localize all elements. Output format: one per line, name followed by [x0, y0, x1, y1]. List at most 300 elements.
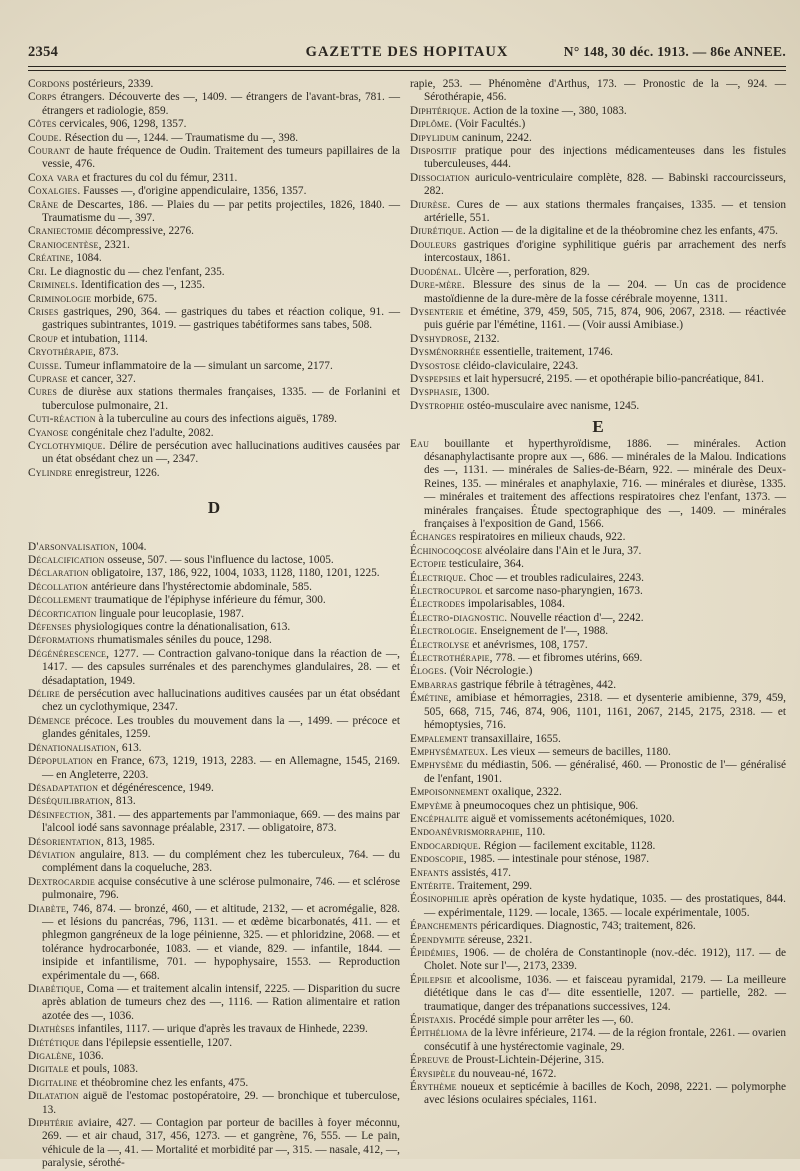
entry-text: postérieurs, 2339.	[69, 78, 154, 90]
entry-headword: Électrothérapie,	[410, 652, 493, 665]
entry-headword: Digitaline	[28, 1076, 78, 1089]
entry-text: testiculaire, 364.	[446, 558, 524, 571]
entry-headword: Dyshydrose,	[410, 332, 472, 345]
entry-headword: Digitale	[28, 1063, 69, 1076]
index-entry	[28, 1063, 400, 1076]
entry-headword: Empoisonnement	[410, 786, 490, 799]
index-entry	[28, 809, 400, 836]
entry-headword: Diathèses	[28, 1023, 75, 1036]
index-entry	[28, 742, 400, 755]
index-entry	[28, 467, 400, 480]
entry-headword: Dilatation	[28, 1090, 79, 1103]
index-entry	[410, 400, 786, 413]
entry-headword: Cuprase	[28, 372, 68, 385]
entry-text: bouillante et hyperthyroïdisme, 1886. — minérales. Action désanaphylactisante propre aux —, 686. — minérales de la Malou. Indications des —, 1131. — minérales de Salies-de-Béarn, 922. — minérale des Deux-Reines, 135. — minérales et anaphylaxie, 716. — minérales et diurèse, 1335. — minérales et traitement des affections respiratoires chez l'enfant, 1373. — minérales françaises. Étude spectographique des —, 1409. — minérales françaises à l'exposition de Gand, 1566.	[424, 437, 786, 530]
entry-text: auriculo-ventriculaire complète, 828. — Babinski raccourcisseurs, 282.	[424, 171, 786, 198]
entry-headword: Croup	[28, 332, 58, 345]
entry-text: 778. — et fibromes utérins, 669.	[492, 652, 643, 665]
index-entry	[410, 625, 786, 638]
journal-title: GAZETTE DES HOPITAUX	[305, 44, 509, 60]
index-entry	[28, 91, 400, 118]
entry-text: respiratoires en milieux chauds, 922.	[456, 531, 626, 544]
entry-headword: Cyanose	[28, 426, 69, 439]
entry-text: de Descartes, 186. — Plaies du — par petits projectiles, 1826, 1840. — Traumatisme du —, 397.	[42, 198, 400, 225]
entry-headword: Douleurs	[410, 238, 457, 251]
index-entry	[28, 386, 400, 413]
index-entry	[410, 867, 786, 880]
entry-headword: Endoanévrismorraphie,	[410, 826, 524, 839]
index-entry	[28, 440, 400, 467]
entry-text: obligatoire, 137, 186, 922, 1004, 1033, 1128, 1180, 1201, 1225.	[88, 567, 380, 580]
index-entry	[28, 199, 400, 226]
index-entry	[28, 1050, 400, 1063]
entry-text: et théobromine chez les enfants, 475.	[77, 1076, 249, 1089]
entry-text: et dégénérescence, 1949.	[98, 781, 214, 794]
entry-text: de persécution avec hallucinations auditives causées par un état obsédant chez un cyclothymique, 2347.	[42, 688, 400, 714]
index-entry	[28, 1023, 400, 1036]
entry-headword: Craniocentèse,	[28, 238, 102, 251]
entry-text: et émétine, 379, 459, 505, 715, 874, 906, 2067, 2318. — réactivée puis guérie par l'émétine, 1161. — (Voir aussi Amibiase.)	[424, 305, 786, 332]
index-entry	[28, 293, 400, 306]
entry-text: aviaire, 427. — Contagion par porteur de bacilles à foyer méconnu, 269. — et air chaud, 317, 456, 1273. — et gangrène, 76, 555. — Le pain, véhicule de la —, 41. — Mortalité et morbidité par —, 315. — nasale, 412, —, paralysie, sérothé-	[42, 1117, 400, 1170]
page-number: 2354	[28, 44, 59, 60]
entry-text: essentielle, traitement, 1746.	[480, 346, 613, 359]
entry-headword: Épistaxis.	[410, 1014, 457, 1027]
entry-headword: Érysipèle	[410, 1067, 456, 1080]
index-entry	[410, 786, 786, 799]
entry-text: 1906. — de choléra de Constantinople (nov.-déc. 1912), 117. — de Cholet. Note sur l'—, 2173, 2339.	[424, 947, 786, 973]
entry-headword: Cryothérapie,	[28, 346, 97, 359]
entry-text: traumatique de l'épiphyse inférieure du fémur, 300.	[91, 594, 326, 607]
index-entry	[410, 572, 786, 585]
entry-headword: Cylindre	[28, 466, 73, 479]
index-entry	[410, 1081, 786, 1108]
index-entry	[410, 132, 786, 145]
entry-text: Action — de la digitaline et de la théobromine chez les enfants, 475.	[465, 225, 778, 238]
entry-text: angulaire, 813. — du complément chez les tuberculeux, 764. — du complément dans la coqueluche, 283.	[42, 848, 400, 875]
entry-headword: Entérite.	[410, 879, 455, 892]
index-entry	[410, 800, 786, 813]
index-entry	[28, 360, 400, 373]
index-entry	[410, 1068, 786, 1081]
index-entry	[410, 545, 786, 558]
entry-headword: Éosinophilie	[410, 893, 470, 906]
running-header	[28, 38, 786, 62]
entry-headword: Délire	[28, 688, 61, 701]
index-entry	[410, 893, 786, 920]
index-entry	[28, 634, 400, 647]
entry-headword: Diététique	[28, 1036, 80, 1049]
entry-headword: Électrodes	[410, 598, 466, 611]
header-rule-thick	[28, 66, 786, 67]
entry-headword: Décollation	[28, 580, 89, 593]
entry-text: oxalique, 2322.	[489, 786, 562, 799]
index-entry	[410, 373, 786, 386]
index-entry	[28, 715, 400, 742]
entry-headword: Décalcification	[28, 554, 105, 566]
entry-text: à la tuberculine au cours des infections aiguës, 1789.	[95, 413, 337, 426]
entry-text: congénitale chez l'adulte, 2082.	[68, 426, 214, 439]
index-entry	[410, 652, 786, 665]
entry-text: morbide, 675.	[91, 292, 158, 305]
entry-text: Région — facilement excitable, 1128.	[481, 839, 656, 852]
entry-headword: Érythème	[410, 1081, 457, 1094]
entry-text: de haute fréquence de Oudin. Traitement des tumeurs papillaires de la vessie, 476.	[42, 145, 400, 171]
index-entry	[410, 172, 786, 199]
entry-text: infantiles, 1117. — urique d'après les travaux de Hinhede, 2239.	[74, 1023, 368, 1036]
entry-headword: Cuisse.	[28, 359, 62, 372]
entry-text: Procédé simple pour arrêter les —, 60.	[456, 1014, 634, 1027]
entry-headword: Eau	[410, 437, 430, 450]
entry-text: rhumatismales séniles du pouce, 1298.	[94, 634, 272, 647]
entry-headword: Cordons	[28, 78, 70, 90]
entry-headword: Endocardique.	[410, 839, 481, 852]
index-entry	[28, 903, 400, 983]
entry-text: Action de la toxine —, 380, 1083.	[470, 104, 627, 117]
entry-headword: Épanchements	[410, 920, 478, 933]
entry-text: Coma — et traitement alcalin intensif, 2225. — Disparition du sucre après ablation de tumeurs chez des —, 1116. — Ration alimentaire et ration azotée des —, 1036.	[42, 983, 400, 1022]
entry-text: à pneumocoques chez un phtisique, 906.	[452, 799, 639, 812]
entry-headword: Décollement	[28, 594, 92, 607]
entry-text: et cancer, 327.	[67, 372, 136, 385]
entries-d	[28, 541, 400, 1171]
index-entry	[410, 118, 786, 131]
index-entry	[410, 679, 786, 692]
entry-headword: Enfants	[410, 866, 449, 879]
index-entry	[28, 145, 400, 172]
entry-headword: Cyclothymique.	[28, 439, 106, 452]
index-entry	[410, 105, 786, 118]
entry-text: du médiastin, 506. — généralisé, 460. — Pronostic de l'— généralisé de l'enfant, 1901.	[424, 759, 786, 785]
entry-headword: Diabétique,	[28, 983, 84, 995]
entry-text: rapie, 253. — Phénomène d'Arthus, 173. — Pronostic de la —, 924. — Sérothérapie, 456.	[410, 78, 786, 104]
entry-text: de la lèvre inférieure, 2174. — de la région frontale, 2261. — ovarien consécutif à une hystérectomie vaginale, 29.	[424, 1027, 786, 1053]
index-entry	[28, 755, 400, 782]
entry-text: gastriques, 290, 364. — gastriques du tabes et réaction colique, 91. — gastriques subintrantes, 1019. — gastriques tabétiformes sans tabes, 508.	[42, 305, 400, 332]
entry-text: Fausses —, d'origine appendiculaire, 1356, 1357.	[80, 185, 307, 198]
entry-headword: Échanges	[410, 531, 457, 544]
index-entry	[410, 920, 786, 933]
entry-text: 1084.	[73, 252, 102, 265]
entry-text: osseuse, 507. — sous l'influence du lactose, 1005.	[104, 554, 334, 566]
entry-headword: Embarras	[410, 678, 458, 691]
entry-headword: Dipylidum	[410, 131, 460, 144]
index-entry	[28, 118, 400, 131]
entries-e	[410, 438, 786, 1108]
entry-text: 1004.	[118, 540, 147, 553]
entry-headword: Dysphasie,	[410, 386, 462, 399]
entry-headword: Épreuve	[410, 1054, 450, 1067]
entry-text: 813.	[113, 795, 136, 808]
entry-text: caninum, 2242.	[459, 131, 532, 144]
index-entry	[28, 1077, 400, 1090]
entry-text: aiguë et vomissements acétonémiques, 1020.	[468, 812, 675, 825]
section-letter-d: D	[207, 498, 221, 518]
entry-text: 2132.	[471, 332, 500, 345]
entry-headword: Déviation	[28, 848, 76, 861]
index-entry	[28, 1037, 400, 1050]
entry-headword: Dystrophie	[410, 399, 465, 412]
entry-headword: Épendymite	[410, 933, 466, 946]
entry-text: 613.	[119, 741, 142, 754]
entry-headword: Déséquilibration,	[28, 795, 114, 808]
index-entry	[28, 132, 400, 145]
entry-headword: Électrocuprol	[410, 585, 483, 598]
entry-text: du nouveau-né, 1672.	[455, 1067, 557, 1080]
entry-text: et intubation, 1114.	[57, 332, 148, 345]
entry-headword: Créatine,	[28, 252, 74, 265]
entry-text: assistés, 417.	[448, 866, 511, 879]
entry-headword: Désadaptation	[28, 781, 99, 794]
issue-info: N° 148, 30 déc. 1913. — 86e ANNEE.	[563, 44, 786, 59]
entry-headword: Emphysémateux.	[410, 745, 489, 758]
entry-headword: Diabète,	[28, 902, 70, 915]
entry-text: après opération de kyste hydatique, 1035. — des prostatiques, 844. — expérimentale, 1129. — locale, 1365. — locale expérimentale, 1005.	[424, 893, 786, 919]
index-entry	[410, 1014, 786, 1027]
index-entry	[28, 541, 400, 554]
entry-text: Tumeur inflammatoire de la — simulant un sarcome, 2177.	[62, 359, 333, 372]
index-entry	[410, 78, 786, 105]
index-entry	[28, 1090, 400, 1117]
index-entry	[28, 333, 400, 346]
entry-text: linguale pour leucoplasie, 1987.	[96, 607, 244, 620]
index-entry	[410, 665, 786, 678]
entry-headword: Dyspepsies	[410, 372, 461, 385]
entry-text: 2321.	[101, 238, 130, 251]
entry-headword: Épilepsie	[410, 973, 453, 986]
entry-headword: Démence	[28, 714, 71, 727]
entry-text: acquise consécutive à une sclérose pulmonaire, 746. — et sclérose pulmonaire, 796.	[42, 875, 400, 902]
index-entry	[28, 172, 400, 185]
index-entry	[410, 598, 786, 611]
index-entry	[410, 733, 786, 746]
index-entry	[410, 199, 786, 226]
entry-headword: Ectopie	[410, 558, 447, 571]
index-entry	[410, 279, 786, 306]
index-entry	[410, 826, 786, 839]
entry-text: Cures de — aux stations thermales françaises, 1335. — et tension artérielle, 551.	[424, 198, 786, 225]
entry-headword: Défenses	[28, 621, 72, 634]
entry-text: aiguë de l'estomac postopératoire, 29. — bronchique et tuberculose, 13.	[42, 1090, 400, 1116]
entry-headword: Craniectomie	[28, 225, 93, 238]
entry-headword: Cuti-réaction	[28, 413, 96, 426]
entry-headword: Dysenterie	[410, 305, 464, 318]
entry-text: (Voir Nécrologie.)	[446, 665, 533, 678]
entry-headword: Électro-diagnostic.	[410, 611, 508, 624]
index-entry	[28, 279, 400, 292]
index-entry	[28, 346, 400, 359]
entry-headword: Empyème	[410, 799, 453, 812]
entry-text: et sarcome naso-pharyngien, 1673.	[482, 585, 643, 598]
entry-text: et anévrismes, 108, 1757.	[469, 638, 588, 651]
entry-headword: Désinfection,	[28, 808, 94, 821]
entry-headword: Diplôme.	[410, 118, 453, 131]
index-entry	[410, 880, 786, 893]
entry-headword: Dysménorrhée	[410, 346, 481, 359]
entry-text: 1300.	[461, 386, 490, 399]
entry-text: impolarisables, 1084.	[465, 598, 565, 611]
index-entry	[410, 239, 786, 266]
entry-headword: Crises	[28, 305, 59, 318]
index-entry	[410, 934, 786, 947]
entry-text: de Proust-Lichtein-Déjerine, 315.	[449, 1054, 605, 1067]
entry-text: 1277. — Contraction galvano-tonique dans la réaction de —, 1417. — des capsules surrénales et des parenchymes glandulaires, 28. — et désadaptation, 1949.	[42, 647, 400, 687]
entry-text: et alcoolisme, 1036. — et faisceau pyramidal, 2179. — La meilleure diététique dans le cas d'— dite essentielle, 1207. — partielle, 282. — traumatique, danger des trépanations successives, 124.	[424, 973, 786, 1013]
entry-headword: Cri.	[28, 265, 48, 278]
entry-headword: Émétine,	[410, 692, 452, 705]
index-entry	[410, 947, 786, 974]
entry-headword: Dépopulation	[28, 755, 93, 768]
index-entry	[410, 692, 786, 732]
entry-text: 873.	[96, 346, 119, 359]
index-entry	[28, 849, 400, 876]
entry-text: dans l'épilepsie essentielle, 1207.	[79, 1036, 233, 1049]
entry-text: et lait hypersucré, 2195. — et opothérapie bilio-pancréatique, 841.	[460, 372, 764, 385]
entry-text: précoce. Les troubles du mouvement dans la —, 1499. — précoce et glandes génitales, 1259.	[42, 714, 400, 741]
entry-text: cléido-claviculaire, 2243.	[460, 359, 579, 372]
index-entry	[28, 621, 400, 634]
entry-text: Délire de persécution avec hallucinations auditives causées par un état obsédant chez un —, 2347.	[42, 439, 400, 466]
entry-text: Les vieux — semeurs de bacilles, 1180.	[488, 745, 671, 758]
entry-text: et pouls, 1083.	[68, 1063, 139, 1076]
entry-headword: D'arsonvalisation,	[28, 540, 119, 553]
section-letter-e: E	[592, 417, 604, 437]
entry-text: alvéolaire dans l'Ain et le Jura, 37.	[482, 544, 642, 557]
index-entry	[410, 1027, 786, 1054]
entry-text: 1036.	[75, 1050, 104, 1063]
entry-text: Ulcère —, perforation, 829.	[461, 265, 590, 278]
entry-text: enregistreur, 1226.	[72, 466, 160, 479]
right-column	[410, 78, 786, 1108]
index-entry	[28, 427, 400, 440]
entry-headword: Échinocoqcose	[410, 544, 483, 557]
entry-text: gastriques d'origine syphilitique guéris par arrachement des nerfs intercostaux, 1861.	[424, 238, 786, 265]
index-entry	[28, 594, 400, 607]
index-entry	[28, 608, 400, 621]
index-entry	[28, 306, 400, 333]
index-entry	[28, 567, 400, 580]
entry-text: ostéo-musculaire avec nanisme, 1245.	[464, 399, 640, 412]
entry-text: Nouvelle réaction d'—, 2242.	[507, 611, 644, 624]
entry-headword: Diphtérie	[28, 1117, 74, 1130]
entry-headword: Épidémies,	[410, 947, 459, 959]
entry-text: Identification des —, 1235.	[78, 279, 205, 292]
entry-text: 746, 874. — bronzé, 460, — et altitude, 2132, — et acromégalie, 828. — et lésions du pancréas, 796, 1131. — et œdème bicarbonatés, 411. — et phlegmon gangréneux de la loge péinienne, 325. — et phloridzine, 2068. — et tolérance hydrocarbonée, 1083. — et viande, 829. — infantile, 1844. — insipide et infantilisme, 701. — hypophysaire, 1553. — Reproduction expérimentale du —, 668.	[42, 902, 400, 982]
index-entry	[410, 558, 786, 571]
entry-headword: Courant	[28, 145, 71, 158]
entry-headword: Dextrocardie	[28, 875, 95, 888]
entry-headword: Électrolyse	[410, 638, 470, 651]
entry-text: physiologiques contre la dénationalisation, 613.	[71, 621, 291, 634]
entries-d-continued	[410, 78, 786, 413]
entry-headword: Décortication	[28, 607, 97, 620]
index-entry	[28, 373, 400, 386]
index-entry	[28, 1117, 400, 1171]
index-entry	[410, 1054, 786, 1067]
index-entry	[410, 531, 786, 544]
index-entry	[28, 185, 400, 198]
entry-text: gastrique fébrile à tétragènes, 442.	[457, 678, 617, 691]
index-entry	[410, 746, 786, 759]
entry-headword: Coude.	[28, 131, 62, 144]
index-entry	[28, 225, 400, 238]
entry-headword: Digalène,	[28, 1050, 76, 1063]
entries-c	[28, 78, 400, 480]
index-entry	[28, 554, 400, 567]
index-entry	[410, 360, 786, 373]
entry-headword: Épithélioma	[410, 1027, 468, 1040]
entry-headword: Dispositif	[410, 145, 457, 158]
entry-headword: Corps	[28, 91, 57, 104]
entry-text: amibiase et hémorragies, 2318. — et dysenterie amibienne, 379, 459, 505, 668, 715, 746, 874, 906, 1101, 1161, 2067, 2145, 2175, 2318. — et hémoptysies, 716.	[424, 692, 786, 732]
entry-text: antérieure dans l'hystérectomie abdominale, 585.	[88, 580, 312, 593]
index-entry	[28, 876, 400, 903]
entry-headword: Dure-mère.	[410, 279, 465, 292]
entry-text: étrangers. Découverte des —, 1409. — étrangers de l'avant-bras, 781. — étrangers et radiologie, 859.	[42, 91, 400, 117]
index-entry	[28, 78, 400, 91]
index-entry	[410, 759, 786, 786]
index-entry	[28, 239, 400, 252]
entry-text: 381. — des appartements par l'ammoniaque, 669. — des mains par l'alcool iodé sans savonnage préalable, 2317. — obligatoire, 873.	[42, 808, 400, 835]
entry-headword: Cures	[28, 386, 57, 399]
entry-text: de diurèse aux stations thermales françaises, 1335. — de Forlanini et tuberculose pulmonaire, 21.	[42, 386, 400, 412]
entry-headword: Dégénérescence,	[28, 647, 110, 660]
index-entry	[28, 795, 400, 808]
entry-headword: Désorientation,	[28, 835, 105, 848]
entry-headword: Électrique.	[410, 571, 467, 584]
entry-text: pratique pour des injections médicamenteuses dans les fistules tuberculeuses, 444.	[424, 145, 786, 171]
entry-headword: Électrologie.	[410, 625, 478, 638]
entry-text: Résection du —, 1244. — Traumatisme du —, 398.	[61, 131, 299, 144]
entry-text: Blessure des sinus de la — 204. — Un cas de procidence mastoïdienne de la dure-mère de la fosse cérébrale moyenne, 1311.	[424, 279, 786, 305]
entry-headword: Coxalgies.	[28, 185, 81, 198]
entry-text: Choc — et troubles radiculaires, 2243.	[466, 571, 644, 584]
entry-text: péricardiques. Diagnostic, 743; traitement, 826.	[477, 920, 696, 933]
header-rule-thin	[28, 70, 786, 71]
entry-headword: Dissociation	[410, 171, 470, 184]
index-entry	[28, 252, 400, 265]
index-entry	[28, 648, 400, 688]
index-entry	[410, 333, 786, 346]
entry-headword: Diurèse.	[410, 198, 451, 211]
index-entry	[410, 306, 786, 333]
entry-headword: Dénationalisation,	[28, 741, 120, 754]
entry-headword: Diphtérique.	[410, 104, 471, 117]
index-entry	[410, 853, 786, 866]
entry-text: 1985. — intestinale pour sténose, 1987.	[466, 853, 650, 866]
entry-text: en France, 673, 1219, 1913, 2283. — en Allemagne, 1545, 2169. — en Angleterre, 2203.	[42, 755, 400, 781]
entry-text: Le diagnostic du — chez l'enfant, 235.	[47, 265, 225, 278]
entry-text: et fractures du col du fémur, 2311.	[79, 171, 238, 184]
index-entry	[28, 413, 400, 426]
entry-text: décompressive, 2276.	[92, 225, 194, 238]
index-entry	[410, 438, 786, 532]
entry-text: Traitement, 299.	[454, 879, 533, 892]
index-entry	[410, 639, 786, 652]
entry-headword: Emphysème	[410, 759, 464, 772]
index-entry	[28, 688, 400, 715]
index-entry	[28, 266, 400, 279]
entry-headword: Criminels.	[28, 279, 79, 292]
entry-headword: Côtes	[28, 118, 57, 131]
entry-headword: Duodénal.	[410, 265, 462, 278]
index-entry	[410, 386, 786, 399]
entry-headword: Criminologie	[28, 292, 92, 305]
index-entry	[410, 974, 786, 1014]
entry-text: transaxillaire, 1655.	[467, 732, 561, 745]
entry-text: 110.	[523, 826, 546, 839]
entry-headword: Crâne	[28, 198, 59, 211]
